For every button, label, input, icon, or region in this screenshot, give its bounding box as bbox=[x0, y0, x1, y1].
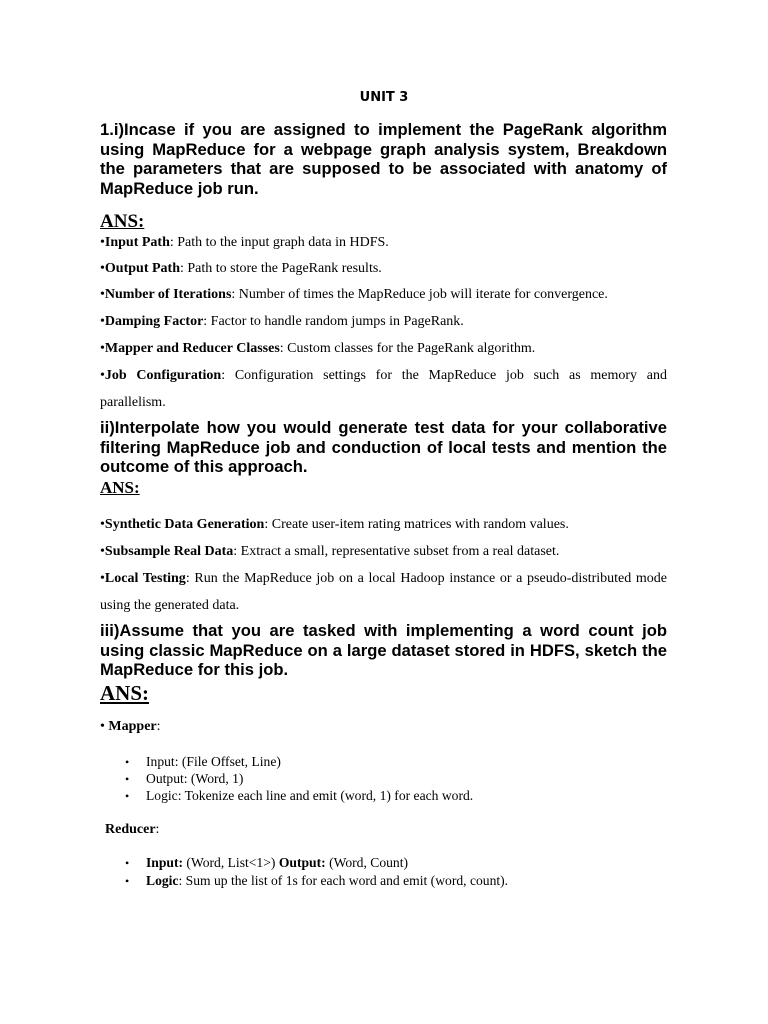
bullet-icon: • bbox=[100, 314, 105, 329]
definition: : Extract a small, representative subset from a real dataset. bbox=[233, 544, 560, 559]
list-item bbox=[100, 255, 667, 282]
term: Output Path bbox=[104, 261, 180, 276]
definition: : Factor to handle random jumps in PageRank. bbox=[203, 314, 464, 329]
reducer-term: Logic bbox=[146, 873, 179, 888]
bullet-icon: • bbox=[100, 341, 105, 356]
answer-label-1: ANS: bbox=[100, 211, 145, 232]
bullet-icon: • bbox=[100, 235, 105, 250]
term: Local Testing bbox=[104, 571, 186, 586]
list-item bbox=[100, 335, 667, 362]
reducer-text: (Word, Count) bbox=[325, 855, 409, 870]
mapper-heading bbox=[100, 719, 161, 735]
mapper-item: Input: (File Offset, Line) bbox=[146, 754, 281, 769]
list-item bbox=[100, 229, 667, 256]
term: Mapper and Reducer Classes bbox=[104, 341, 280, 356]
term: Subsample Real Data bbox=[104, 544, 234, 559]
bullet-icon: • bbox=[125, 772, 130, 786]
list-item bbox=[100, 308, 667, 335]
mapper-colon: : bbox=[156, 719, 161, 734]
list-item bbox=[125, 788, 473, 804]
definition: : Configuration settings for the MapReduce job such as memory and parallelism. bbox=[100, 368, 667, 410]
answer-label-2: ANS: bbox=[100, 478, 140, 497]
reducer-term: Output: bbox=[278, 855, 326, 870]
bullet-icon: • bbox=[100, 287, 105, 302]
bullet-icon: • bbox=[100, 517, 105, 532]
reducer-text: (Word, List<1>) bbox=[183, 855, 279, 870]
reducer-label: Reducer bbox=[105, 822, 156, 837]
list-item bbox=[100, 511, 667, 538]
list-item bbox=[125, 754, 281, 770]
question-3: iii)Assume that you are tasked with implementing a word count job using classic MapReduce on a large dataset stored in HDFS, sketch the MapReduce for this job. bbox=[100, 621, 667, 679]
answer-label-3: ANS: bbox=[100, 681, 150, 705]
bullet-icon: • bbox=[100, 544, 105, 559]
term: Synthetic Data Generation bbox=[104, 517, 265, 532]
mapper-item: Logic: Tokenize each line and emit (word, 1) for each word. bbox=[146, 788, 474, 803]
question-2: ii)Interpolate how you would generate test data for your collaborative filtering MapReduce job and conduction of local tests and mention the outcome of this approach. bbox=[100, 418, 667, 476]
term: Input Path bbox=[104, 235, 170, 250]
bullet-icon: • bbox=[125, 856, 130, 870]
list-item bbox=[100, 538, 667, 565]
bullet-icon: • bbox=[100, 368, 105, 383]
list-item bbox=[125, 855, 408, 871]
list-item bbox=[100, 362, 667, 416]
definition: : Path to store the PageRank results. bbox=[179, 261, 382, 276]
reducer-colon: : bbox=[155, 822, 160, 837]
list-item bbox=[100, 281, 667, 308]
bullet-icon: • bbox=[125, 789, 130, 803]
list-item bbox=[125, 771, 243, 787]
definition: : Run the MapReduce job on a local Hadoop instance or a pseudo-distributed mode using the generated data. bbox=[100, 571, 667, 613]
bullet-icon: • bbox=[100, 571, 105, 586]
term: Job Configuration bbox=[104, 368, 222, 383]
unit-title: UNIT 3 bbox=[359, 90, 409, 105]
question-1: 1.i)Incase if you are assigned to implement the PageRank algorithm using MapReduce for a webpage graph analysis system, Breakdown the parameters that are supposed to be associated with anatomy of MapReduce job run. bbox=[100, 120, 667, 198]
bullet-icon: • bbox=[100, 261, 105, 276]
list-item bbox=[125, 873, 508, 889]
mapper-item: Output: (Word, 1) bbox=[146, 771, 244, 786]
term: Damping Factor bbox=[104, 314, 204, 329]
reducer-heading bbox=[105, 822, 159, 838]
list-item bbox=[100, 565, 667, 619]
mapper-label: Mapper bbox=[108, 719, 157, 734]
reducer-term: Input: bbox=[146, 855, 184, 870]
reducer-text: : Sum up the list of 1s for each word and emit (word, count). bbox=[178, 873, 509, 888]
bullet-icon: • bbox=[125, 755, 130, 769]
definition: : Custom classes for the PageRank algorithm. bbox=[279, 341, 536, 356]
definition: : Create user-item rating matrices with random values. bbox=[264, 517, 569, 532]
definition: : Path to the input graph data in HDFS. bbox=[169, 235, 389, 250]
term: Number of Iterations bbox=[104, 287, 232, 302]
definition: : Number of times the MapReduce job will iterate for convergence. bbox=[231, 287, 608, 302]
bullet-icon: • bbox=[100, 719, 105, 734]
bullet-icon: • bbox=[125, 874, 130, 888]
